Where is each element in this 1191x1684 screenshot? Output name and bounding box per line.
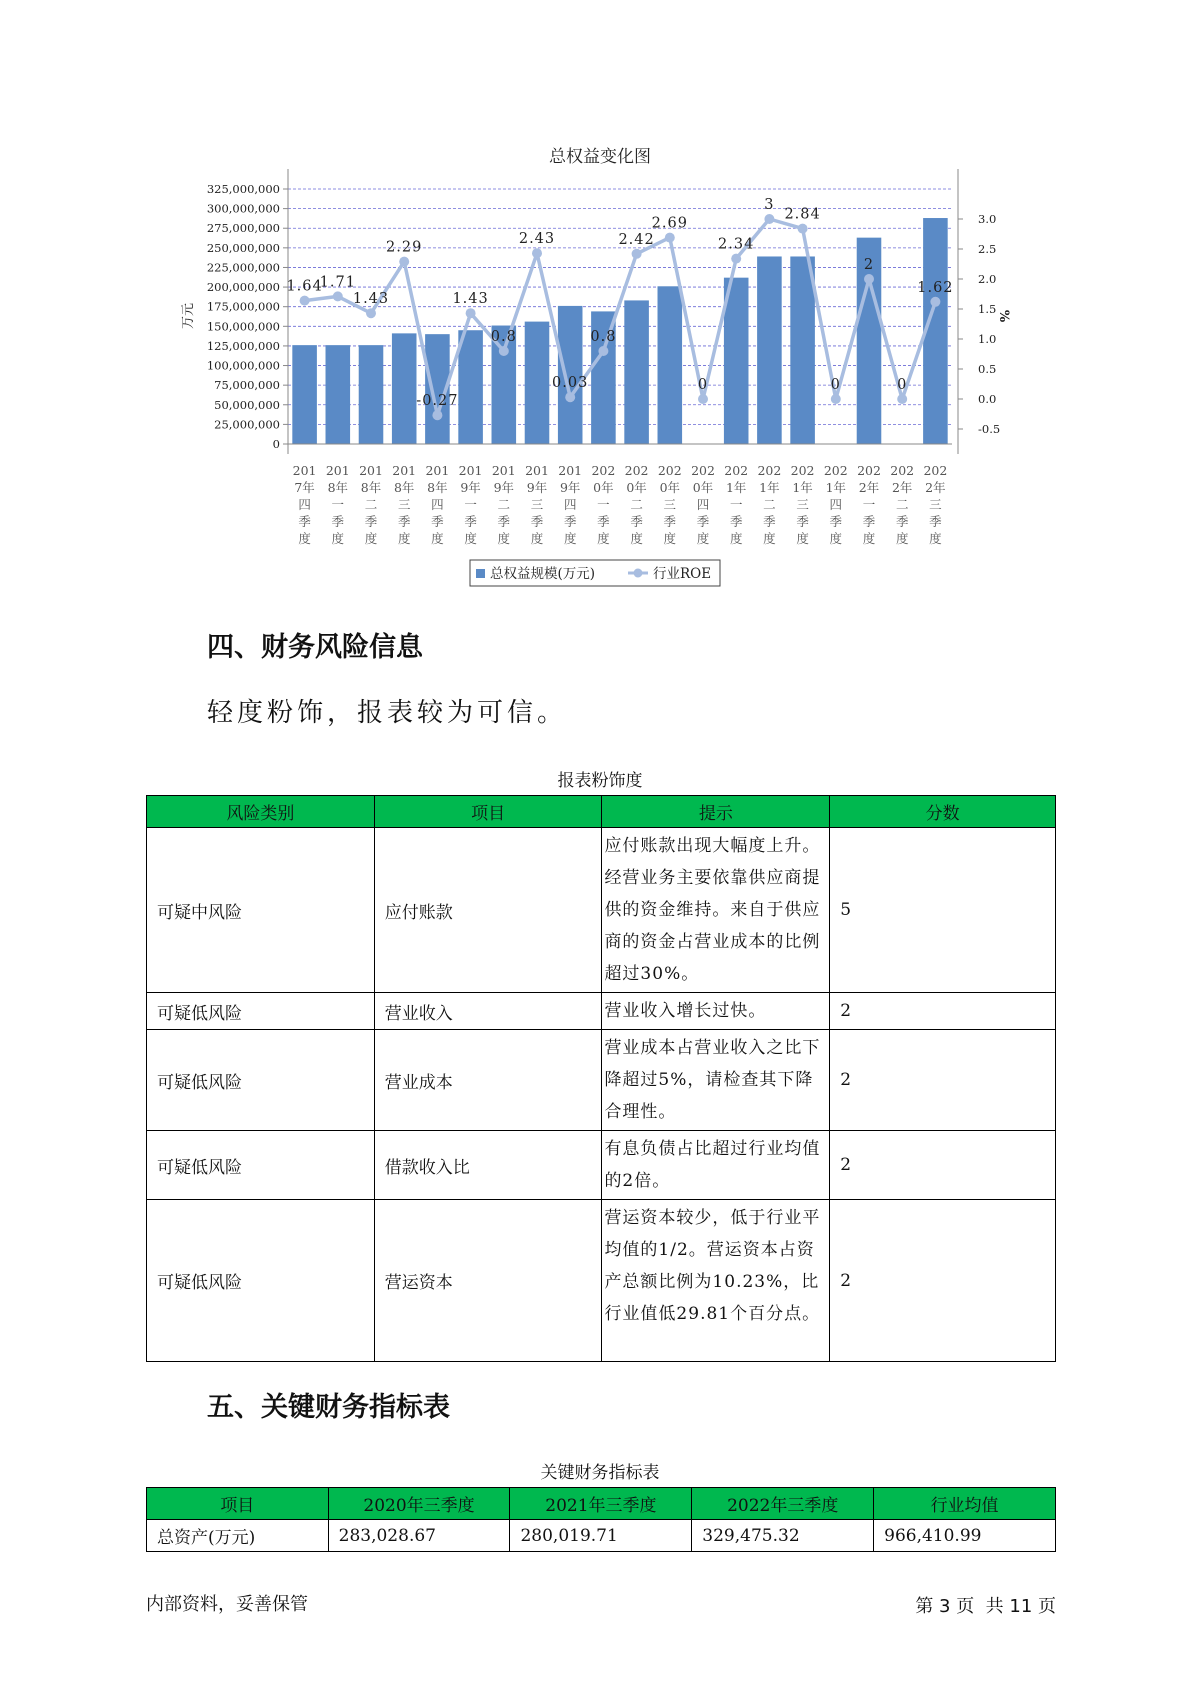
x-tick-label: 一 [597, 497, 610, 512]
table-header-row [147, 796, 1056, 828]
roe-point [632, 249, 642, 259]
y-left-tick-label: 225,000,000 [206, 260, 280, 275]
x-tick-label: 201 [425, 463, 450, 478]
column-header: 2022年三季度 [692, 1488, 874, 1520]
x-tick-label: 度 [929, 531, 942, 546]
roe-point [798, 224, 808, 234]
table-row [147, 828, 1056, 993]
x-tick-label: 季 [597, 514, 610, 529]
x-tick-label: 四 [696, 497, 710, 512]
x-tick-label: 201 [458, 463, 483, 478]
metric-name-cell: 总资产(万元) [147, 1520, 329, 1552]
x-tick-label: 季 [796, 514, 809, 529]
y-right-tick-label: 3.0 [978, 212, 997, 226]
y-left-tick-label: 125,000,000 [206, 338, 280, 353]
y-left-tick-label: 50,000,000 [214, 397, 280, 412]
risk-category-cell: 可疑中风险 [147, 828, 375, 993]
risk-category-cell: 可疑低风险 [147, 1030, 375, 1131]
x-tick-label: 二 [630, 497, 643, 512]
score-cell: 5 [830, 828, 1056, 993]
x-tick-label: 202 [691, 463, 715, 478]
hint-cell: 应付账款出现大幅度上升。经营业务主要依靠供应商提供的资金维持。来自于供应商的资金占营业成本的比例超过30%。 [602, 828, 830, 993]
roe-data-label: 3 [764, 197, 775, 213]
item-cell: 营业成本 [374, 1030, 602, 1131]
x-tick-label: 二 [364, 497, 378, 512]
bar [724, 278, 749, 444]
x-tick-label: 9年 [526, 480, 548, 495]
x-tick-label: 202 [890, 463, 915, 478]
roe-point [897, 394, 907, 404]
x-tick-label: 度 [497, 531, 511, 546]
section-heading-risk: 四、财务风险信息 [207, 632, 423, 663]
y-right-tick-label: 2.0 [978, 272, 997, 286]
table-row [147, 1200, 1056, 1362]
line-series [286, 197, 953, 420]
x-tick-label: 度 [763, 531, 776, 546]
y-left-tick-label: 325,000,000 [206, 182, 280, 196]
y-left-tick-label: 250,000,000 [206, 240, 280, 255]
y-left-tick-label: 175,000,000 [206, 299, 280, 314]
x-axis-labels [293, 463, 948, 546]
x-tick-label: 季 [397, 514, 411, 529]
roe-data-label: 0.8 [590, 329, 617, 345]
column-header: 2020年三季度 [328, 1488, 510, 1520]
x-tick-label: 季 [431, 514, 444, 529]
x-tick-label: 度 [663, 531, 677, 546]
roe-point [499, 346, 509, 356]
roe-point [333, 291, 343, 301]
roe-point [864, 274, 874, 284]
chart-grid [288, 189, 952, 444]
x-tick-label: 202 [757, 463, 782, 478]
x-tick-label: 度 [364, 531, 378, 546]
x-tick-label: 三 [796, 497, 809, 512]
bar [658, 286, 683, 444]
risk-category-cell: 可疑低风险 [147, 1131, 375, 1200]
x-tick-label: 季 [630, 514, 643, 529]
x-tick-label: 季 [729, 514, 743, 529]
table-header-row [147, 1488, 1056, 1520]
x-tick-label: 季 [663, 514, 677, 529]
hint-cell: 营业成本占营业收入之比下降超过5%，请检查其下降合理性。 [602, 1030, 830, 1131]
bar [359, 345, 384, 444]
x-tick-label: 四 [431, 497, 444, 512]
x-tick-label: 二 [895, 497, 909, 512]
x-tick-label: 2年 [891, 480, 913, 495]
y-right-tick-label: 0.0 [978, 392, 997, 406]
x-tick-label: 度 [431, 531, 444, 546]
roe-point [598, 346, 608, 356]
equity-chart [170, 138, 1050, 598]
x-tick-label: 季 [298, 514, 311, 529]
x-tick-label: 一 [331, 497, 345, 512]
score-cell: 2 [830, 1131, 1056, 1200]
key-metrics-table [146, 1487, 1056, 1552]
risk-category-cell: 可疑低风险 [147, 1200, 375, 1362]
roe-point [565, 392, 575, 402]
x-tick-label: 度 [895, 531, 909, 546]
x-tick-label: 度 [397, 531, 411, 546]
table-row [147, 993, 1056, 1030]
x-tick-label: 1年 [759, 480, 780, 495]
bar [525, 322, 550, 444]
metric-value-cell: 966,410.99 [874, 1520, 1056, 1552]
x-tick-label: 三 [929, 497, 942, 512]
legend-label-line: 行业ROE [653, 566, 712, 582]
x-tick-label: 季 [929, 514, 942, 529]
x-tick-label: 202 [624, 463, 649, 478]
roe-data-label: 2 [863, 257, 875, 273]
x-tick-label: 季 [563, 514, 577, 529]
roe-point [665, 233, 675, 243]
table-row [147, 1030, 1056, 1131]
x-tick-label: 1年 [825, 480, 847, 495]
table-row [147, 1131, 1056, 1200]
y-right-tick-label: 1.0 [978, 332, 997, 346]
roe-data-label: 1.64 [286, 278, 323, 295]
y-left-tick-label: 300,000,000 [206, 201, 280, 216]
x-tick-label: 一 [464, 497, 477, 512]
y-left-tick-label: 25,000,000 [214, 417, 280, 432]
roe-data-label: -0.27 [416, 393, 459, 410]
x-tick-label: 三 [663, 497, 677, 512]
x-tick-label: 0年 [692, 480, 714, 495]
x-tick-label: 2年 [925, 480, 946, 495]
x-tick-label: 三 [397, 497, 411, 512]
roe-data-label: 2.34 [718, 236, 755, 253]
y-right-tick-label: 1.5 [978, 302, 997, 316]
bar [326, 345, 351, 444]
roe-data-label: 1.71 [319, 274, 356, 291]
roe-data-label: 2.43 [518, 231, 556, 248]
roe-point [466, 308, 476, 318]
roe-data-label: 1.62 [917, 279, 954, 296]
item-cell: 营运资本 [374, 1200, 602, 1362]
y-right-tick-label: 0.5 [978, 362, 997, 376]
x-tick-label: 201 [359, 463, 383, 478]
y-left-tick-label: 275,000,000 [206, 221, 280, 236]
bar [624, 300, 649, 444]
roe-data-label: 0 [830, 377, 841, 393]
x-tick-label: 202 [823, 463, 848, 478]
bar [757, 256, 782, 444]
risk-summary-text: 轻度粉饰，报表较为可信。 [207, 698, 568, 728]
y-right-axis-title: % [996, 309, 1011, 323]
risk-category-cell: 可疑低风险 [147, 993, 375, 1030]
x-tick-label: 度 [696, 531, 710, 546]
x-tick-label: 202 [923, 463, 948, 478]
roe-point [831, 394, 841, 404]
x-tick-label: 三 [530, 497, 544, 512]
hint-cell: 有息负债占比超过行业均值的2倍。 [602, 1131, 830, 1200]
x-tick-label: 季 [464, 514, 477, 529]
x-tick-label: 202 [790, 463, 815, 478]
item-cell: 借款收入比 [374, 1131, 602, 1200]
x-tick-label: 202 [591, 463, 616, 478]
y-left-tick-label: 0 [272, 437, 280, 451]
y-left-tick-label: 200,000,000 [206, 280, 280, 295]
x-tick-label: 202 [857, 463, 881, 478]
x-tick-label: 201 [491, 463, 516, 478]
bar [292, 345, 317, 444]
roe-point [764, 214, 774, 224]
roe-point [532, 248, 542, 258]
x-tick-label: 7年 [294, 480, 315, 495]
x-tick-label: 度 [630, 531, 643, 546]
x-tick-label: 度 [597, 531, 610, 546]
roe-point [399, 257, 409, 267]
y-left-tick-label: 150,000,000 [206, 319, 280, 334]
risk-table [146, 795, 1056, 1362]
x-tick-label: 季 [530, 514, 544, 529]
x-tick-label: 9年 [559, 480, 581, 495]
column-header: 2021年三季度 [510, 1488, 692, 1520]
column-header: 分数 [830, 796, 1056, 828]
roe-data-label: 1.43 [352, 291, 390, 308]
risk-table-caption: 报表粉饰度 [557, 771, 643, 791]
x-tick-label: 度 [298, 531, 311, 546]
chart-title: 总权益变化图 [549, 147, 651, 167]
table-row [147, 1520, 1056, 1552]
column-header: 行业均值 [874, 1488, 1056, 1520]
x-tick-label: 季 [696, 514, 710, 529]
x-tick-label: 202 [657, 463, 682, 478]
hint-cell: 营业收入增长过快。 [602, 993, 830, 1030]
roe-data-label: 0.03 [552, 375, 589, 392]
x-tick-label: 度 [829, 531, 843, 546]
x-tick-label: 二 [763, 497, 776, 512]
x-tick-label: 季 [862, 514, 876, 529]
x-tick-label: 度 [464, 531, 477, 546]
roe-data-label: 0.8 [490, 329, 517, 345]
y-left-axis-title: 万元 [181, 302, 196, 330]
x-tick-label: 度 [729, 531, 743, 546]
x-tick-label: 季 [364, 514, 378, 529]
metric-value-cell: 329,475.32 [692, 1520, 874, 1552]
x-tick-label: 1年 [792, 480, 813, 495]
roe-data-label: 2.29 [386, 239, 423, 256]
key-table-caption: 关键财务指标表 [540, 1463, 660, 1483]
roe-point [698, 394, 708, 404]
roe-point [432, 410, 442, 420]
roe-data-label: 1.43 [452, 291, 489, 308]
legend-label-bar: 总权益规模(万元) [490, 566, 596, 582]
column-header: 提示 [602, 796, 830, 828]
hint-cell: 营运资本较少，低于行业平均值的1/2。营运资本占资产总额比例为10.23%，比行业值低29.81个百分点。 [602, 1200, 830, 1362]
roe-point [930, 297, 940, 307]
score-cell: 2 [830, 993, 1056, 1030]
x-tick-label: 季 [829, 514, 843, 529]
metric-value-cell: 283,028.67 [328, 1520, 510, 1552]
x-tick-label: 四 [563, 497, 577, 512]
item-cell: 应付账款 [374, 828, 602, 993]
x-tick-label: 8年 [360, 480, 382, 495]
column-header: 项目 [374, 796, 602, 828]
footer-page-number: 第 3 页 共 11 页 [915, 1596, 1056, 1617]
y-left-tick-label: 100,000,000 [206, 358, 280, 373]
x-tick-label: 201 [558, 463, 583, 478]
y-right-tick-label: 2.5 [978, 242, 997, 256]
x-tick-label: 201 [292, 463, 317, 478]
x-tick-label: 1年 [725, 480, 747, 495]
roe-data-label: 0 [697, 377, 709, 393]
x-tick-label: 度 [862, 531, 876, 546]
bar [392, 333, 417, 444]
roe-data-label: 2.69 [651, 215, 688, 232]
legend-swatch-point [634, 569, 643, 578]
x-tick-label: 季 [331, 514, 345, 529]
x-tick-label: 季 [763, 514, 776, 529]
bar [790, 256, 815, 444]
x-tick-label: 四 [298, 497, 311, 512]
score-cell: 2 [830, 1030, 1056, 1131]
roe-data-label: 2.84 [784, 206, 821, 223]
x-tick-label: 201 [325, 463, 350, 478]
column-header: 项目 [147, 1488, 329, 1520]
x-tick-label: 202 [724, 463, 749, 478]
x-tick-label: 9年 [460, 480, 481, 495]
roe-point [731, 254, 741, 264]
roe-point [366, 308, 376, 318]
x-tick-label: 8年 [427, 480, 448, 495]
chart-legend [470, 560, 720, 586]
x-tick-label: 0年 [593, 480, 614, 495]
y-left-tick-label: 75,000,000 [214, 378, 280, 393]
footer-confidential-note: 内部资料，妥善保管 [146, 1594, 308, 1615]
x-tick-label: 度 [530, 531, 544, 546]
x-tick-label: 度 [796, 531, 809, 546]
x-tick-label: 8年 [393, 480, 415, 495]
x-tick-label: 一 [862, 497, 876, 512]
x-tick-label: 0年 [659, 480, 681, 495]
x-tick-label: 9年 [493, 480, 515, 495]
x-tick-label: 0年 [626, 480, 647, 495]
x-tick-label: 201 [392, 463, 417, 478]
roe-data-label: 2.42 [618, 231, 655, 248]
x-tick-label: 201 [525, 463, 549, 478]
column-header: 风险类别 [147, 796, 375, 828]
roe-data-label: 0 [897, 377, 908, 393]
x-tick-label: 季 [497, 514, 511, 529]
score-cell: 2 [830, 1200, 1056, 1362]
item-cell: 营业收入 [374, 993, 602, 1030]
metric-value-cell: 280,019.71 [510, 1520, 692, 1552]
x-tick-label: 一 [729, 497, 743, 512]
x-tick-label: 度 [331, 531, 345, 546]
legend-swatch-bar [476, 569, 485, 578]
bar [458, 330, 483, 444]
x-tick-label: 8年 [327, 480, 349, 495]
section-heading-key-metrics: 五、关键财务指标表 [207, 1392, 450, 1423]
x-tick-label: 四 [829, 497, 843, 512]
x-tick-label: 度 [563, 531, 577, 546]
x-tick-label: 季 [895, 514, 909, 529]
x-tick-label: 二 [497, 497, 511, 512]
y-right-tick-label: -0.5 [978, 422, 1001, 436]
x-tick-label: 2年 [858, 480, 880, 495]
roe-point [300, 296, 310, 306]
